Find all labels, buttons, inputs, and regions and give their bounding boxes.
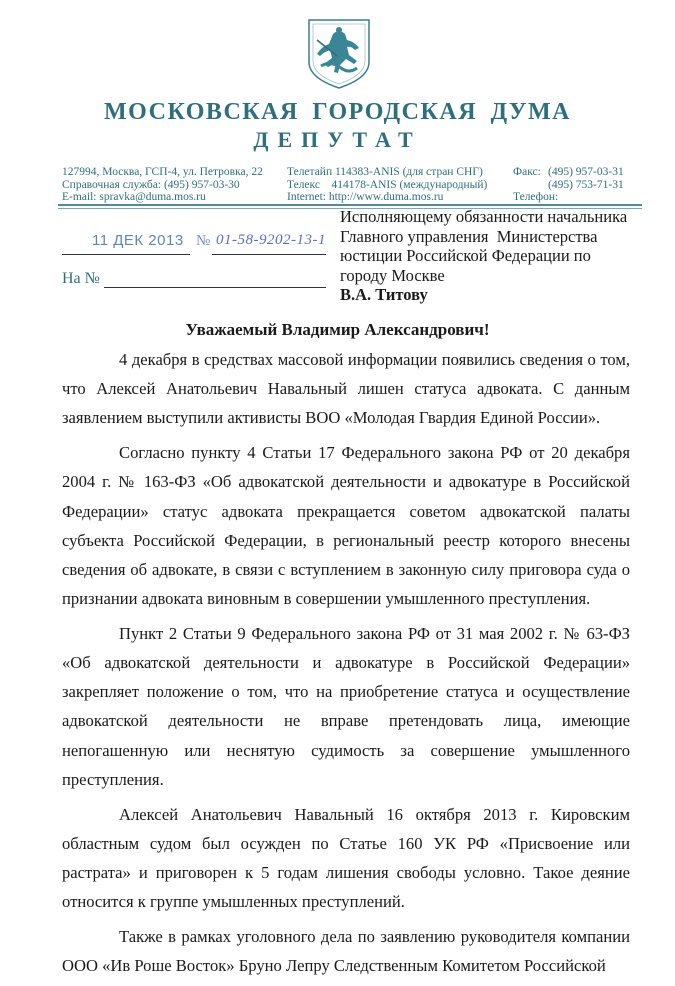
- paragraph: Алексей Анатольевич Навальный 16 октября 2013 г. Кировским областным судом был осужден по Статье 160 УК РФ «Присвоение или растрата» и приговорен к 5 годам лишения свободы условно. Такое деяние относится к группе умышленных преступлений.: [62, 804, 630, 912]
- paragraph: Согласно пункту 4 Статьи 17 Федерального закона РФ от 20 декабря 2004 г. № 163-ФЗ «Об адвокатской деятельности и адвокатуре в Российской Федерации» статус адвоката прекращается советом адвокатской палаты субъекта Российской Федерации, в региональный реестр которого внесены сведения об адвокате, в связи с вступлением в законную силу приговора суда о признании адвоката виновным в совершении умышленного преступления.: [62, 443, 630, 609]
- contacts-column-address: [62, 166, 263, 204]
- reply-to-underline: [104, 287, 326, 288]
- number-underline: [212, 254, 326, 255]
- moscow-coat-of-arms-icon: [303, 16, 375, 90]
- addressee-block: [340, 207, 627, 305]
- phone-label: Телефон:: [513, 191, 559, 204]
- fax-2: (495) 753-71-31: [548, 178, 624, 191]
- teletype: Телетайп 114383-ANIS (для стран СНГ): [287, 166, 483, 178]
- addressee-line: Главного управления Министерства: [340, 226, 598, 246]
- telex: Телекс 414178-ANIS (международный): [287, 178, 488, 191]
- organization-title: МОСКОВСКАЯ ГОРОДСКАЯ ДУМА: [104, 99, 571, 125]
- fax-label: Факс:: [513, 166, 541, 178]
- internet: Internet: http://www.duma.mos.ru: [287, 191, 444, 204]
- registration-number: 01-58-9202-13-1: [216, 232, 326, 248]
- organization-subtitle: ДЕПУТАТ: [253, 127, 422, 152]
- date-underline: [62, 254, 190, 255]
- reply-to-label: На №: [62, 270, 100, 287]
- help-desk-phone: Справочная служба: (495) 957-03-30: [62, 178, 240, 191]
- address: 127994, Москва, ГСП-4, ул. Петровка, 22: [62, 166, 263, 178]
- addressee-line: городу Москве: [340, 265, 445, 285]
- date-stamp: 11 ДЕК 2013: [92, 232, 184, 249]
- paragraph: 4 декабря в средствах массовой информации появились сведения о том, что Алексей Анатольевич Навальный лишен статуса адвоката. С данным заявлением выступили активисты ВОО «Молодая Гвардия Единой России».: [62, 350, 630, 428]
- contacts-column-telecom: [287, 166, 487, 204]
- addressee-line: юстиции Российской Федерации по: [340, 246, 591, 265]
- header-divider: [58, 204, 642, 206]
- email: E-mail: spravka@duma.mos.ru: [62, 191, 206, 204]
- letter-body: [62, 345, 630, 986]
- number-label: №: [196, 233, 211, 249]
- addressee-line: Исполняющему обязанности начальника: [340, 207, 628, 226]
- fax-1: (495) 957-03-31: [548, 166, 624, 178]
- paragraph: Пункт 2 Статьи 9 Федерального закона РФ от 31 мая 2002 г. № 63-ФЗ «Об адвокатской деятельности и адвокатуре в Российской Федерации» закрепляет положение о том, что на приобретение статуса и осуществление адвокатской деятельности не вправе претендовать лица, имеющие непогашенную или неснятую судимость за совершение умышленного преступления.: [62, 623, 630, 789]
- greeting: Уважаемый Владимир Александрович!: [185, 320, 490, 339]
- contacts-column-fax: [548, 166, 624, 191]
- addressee-name: В.А. Титову: [340, 285, 428, 304]
- paragraph: Также в рамках уголовного дела по заявлению руководителя компании ООО «Ив Роше Восток» Бруно Лепру Следственным Комитетом Российской: [62, 926, 630, 976]
